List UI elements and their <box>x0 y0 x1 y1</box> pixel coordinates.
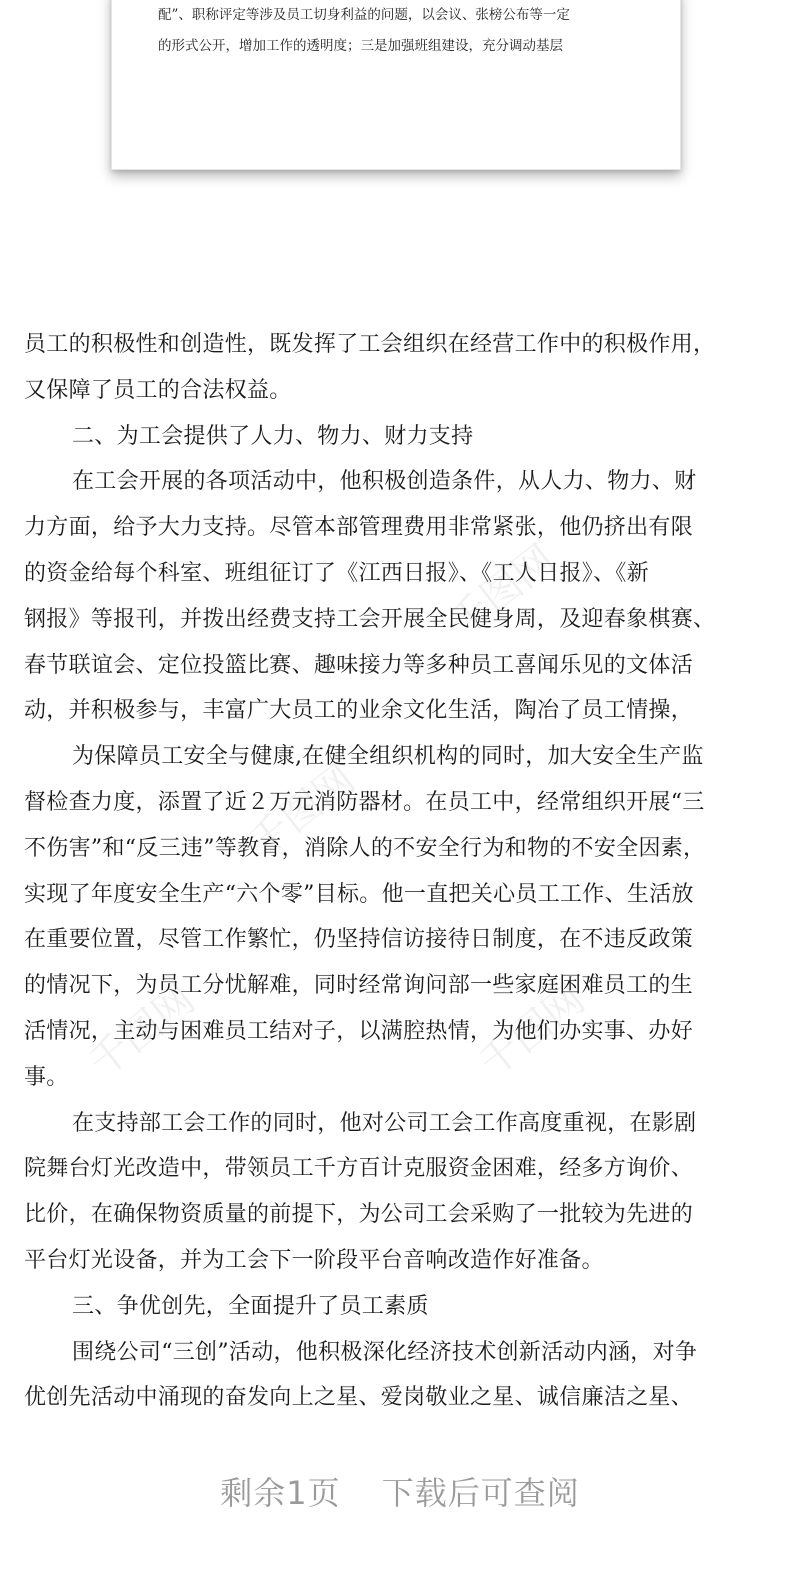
body-line: 围绕公司“三创”活动，他积极深化经济技术创新活动内涵，对争 <box>72 1339 698 1365</box>
body-line: 优创先活动中涌现的奋发向上之星、爱岗敬业之星、诚信廉洁之星、 <box>24 1385 694 1411</box>
body-line: 在重要位置，尽管工作繁忙，仍坚持信访接待日制度，在不违反政策 <box>24 927 694 953</box>
watermark: 千图网 <box>80 976 204 1087</box>
body-line: 员工的积极性和创造性，既发挥了工会组织在经营工作中的积极作用， <box>24 332 716 357</box>
body-line: 春节联谊会、定位投篮比赛、趣味接力等多种员工喜闻乐见的文体活 <box>24 652 694 678</box>
body-line: 的情况下，为员工分忧解难，同时经常询问部一些家庭困难员工的生 <box>24 973 694 999</box>
download-prompt[interactable] <box>0 1468 800 1514</box>
remaining-pages-label: 剩余1页 <box>220 1474 341 1512</box>
body-line: 督检查力度，添置了近２万元消防器材。在员工中，经常组织开展“三 <box>24 789 705 815</box>
download-to-view-label[interactable]: 下载后可查阅 <box>381 1474 580 1512</box>
body-line: 动，并积极参与，丰富广大员工的业余文化生活，陶冶了员工情操， <box>24 698 694 724</box>
body-line: 的资金给每个科室、班组征订了《江西日报》、《工人日报》、《新 <box>24 560 650 586</box>
body-line: 实现了年度安全生产“六个零”目标。他一直把关心员工工作、生活放 <box>24 881 694 907</box>
body-line: 在支持部工会工作的同时，他对公司工会工作高度重视，在影剧 <box>72 1110 697 1136</box>
body-line: 力方面，给予大力支持。尽管本部管理费用非常紧张，他仍挤出有限 <box>24 515 694 541</box>
section-heading-2: 二、为工会提供了人力、物力、财力支持 <box>72 423 474 449</box>
body-line: 在工会开展的各项活动中，他积极创造条件，从人力、物力、财 <box>72 469 697 495</box>
watermark: 千图网 <box>470 976 594 1087</box>
body-line: 比价，在确保物资质量的前提下，为公司工会采购了一批较为先进的 <box>24 1202 694 1228</box>
body-line: 活情况，主动与困难员工结对子，以满腔热情，为他们办实事、办好 <box>24 1018 694 1044</box>
watermark: 千图网 <box>240 756 364 867</box>
preview-text-line: 的形式公开，增加工作的透明度；三是加强班组建设，充分调动基层 <box>158 38 563 54</box>
document-page-preview <box>111 0 681 170</box>
body-line: 院舞台灯光改造中，带领员工千方百计克服资金困难，经多方询价、 <box>24 1156 694 1182</box>
body-line: 事。 <box>24 1064 69 1090</box>
body-line: 不伤害”和“反三违”等教育，消除人的不安全行为和物的不安全因素， <box>24 835 706 861</box>
document-body <box>24 322 784 1421</box>
body-line: 平台灯光设备，并为工会下一阶段平台音响改造作好准备。 <box>24 1247 604 1273</box>
body-line: 钢报》等报刊，并拨出经费支持工会开展全民健身周，及迎春象棋赛、 <box>24 606 716 632</box>
section-heading-3: 三、争优创先，全面提升了员工素质 <box>72 1293 429 1319</box>
preview-text-line: 配”、职称评定等涉及员工切身利益的问题，以会议、张榜公布等一定 <box>158 7 570 23</box>
body-line: 为保障员工安全与健康,在健全组织机构的同时，加大安全生产监 <box>72 744 704 770</box>
watermark: 千图网 <box>440 536 564 647</box>
body-line: 又保障了员工的合法权益。 <box>24 377 292 403</box>
